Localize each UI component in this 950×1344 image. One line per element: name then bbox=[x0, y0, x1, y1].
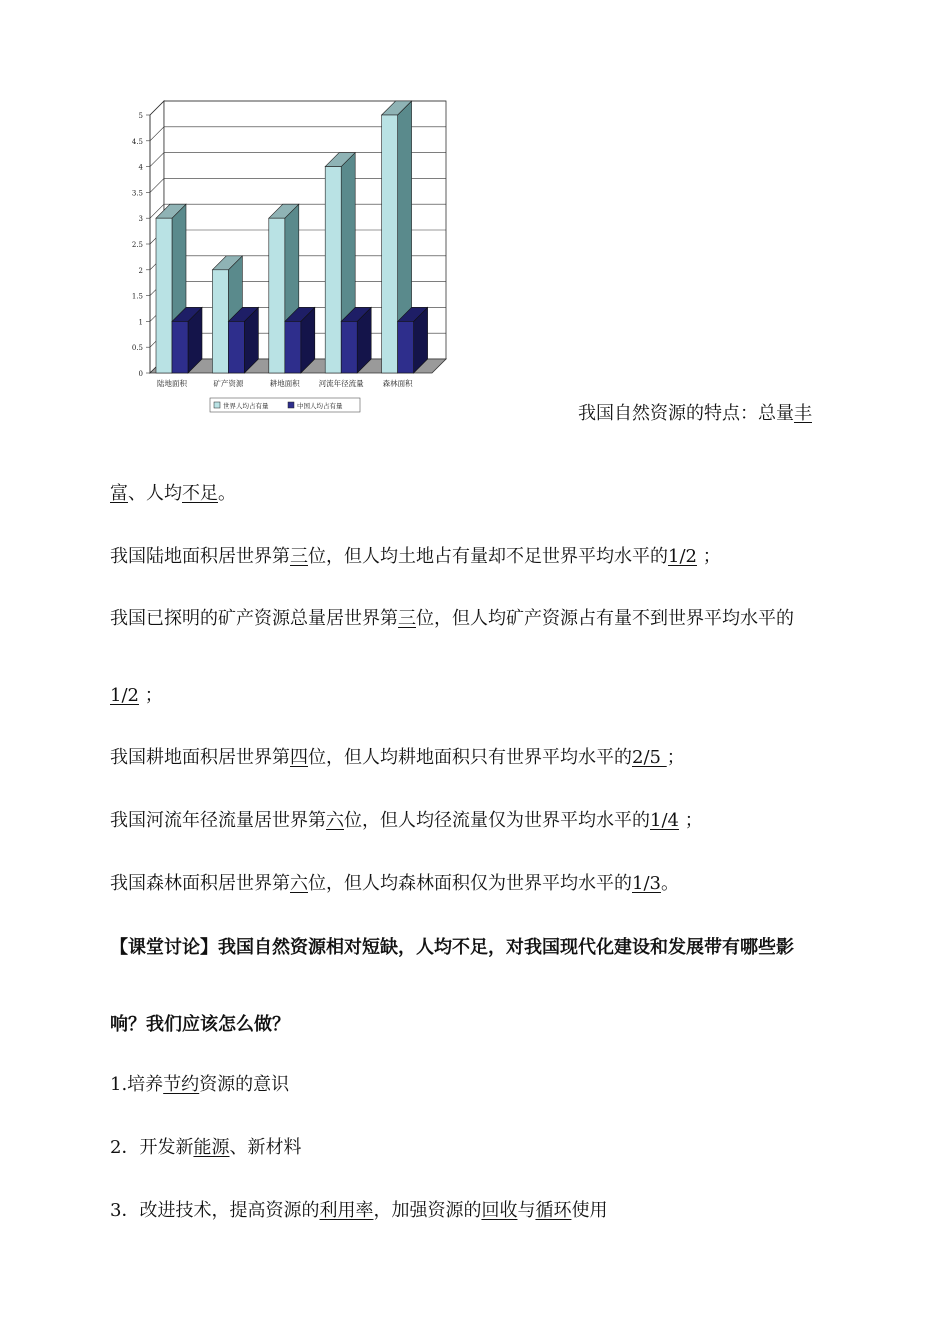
legend-label: 中国人均占有量 bbox=[297, 402, 343, 410]
bar-china-per-capita bbox=[341, 321, 357, 373]
x-category-label: 森林面积 bbox=[382, 379, 413, 388]
answer-blank: 利用率 bbox=[319, 1200, 374, 1221]
discussion-heading: 【课堂讨论】我国自然资源相对短缺，人均不足，对我国现代化建设和发展带有哪些影 bbox=[110, 937, 794, 958]
x-category-label: 河流年径流量 bbox=[318, 379, 364, 388]
y-tick-label: 3 bbox=[138, 215, 143, 224]
answer-item-3: 3．改进技术，提高资源的利用率，加强资源的回收与循环使用 bbox=[110, 1200, 608, 1221]
y-tick-label: 3.5 bbox=[131, 189, 143, 198]
y-tick-label: 1 bbox=[138, 318, 143, 327]
answer-blank: 富 bbox=[110, 483, 128, 504]
forest-line: 我国森林面积居世界第六位，但人均森林面积仅为世界平均水平的1/3。 bbox=[110, 873, 679, 894]
bar-world-per-capita bbox=[212, 270, 228, 373]
y-tick-label: 4.5 bbox=[131, 137, 143, 146]
y-tick-label: 0.5 bbox=[131, 344, 143, 353]
answer-blank: 三 bbox=[398, 608, 416, 629]
mineral-line: 我国已探明的矿产资源总量居世界第三位，但人均矿产资源占有量不到世界平均水平的 bbox=[110, 608, 794, 629]
y-tick-label: 1.5 bbox=[131, 292, 143, 301]
answer-blank: 1/4 bbox=[650, 810, 679, 831]
answer-blank: 1/2 bbox=[668, 546, 697, 567]
answer-blank: 不足 bbox=[182, 483, 218, 504]
bar-china-per-capita bbox=[228, 321, 244, 373]
answer-blank: 循环 bbox=[535, 1200, 572, 1221]
answer-blank: 四 bbox=[290, 747, 308, 768]
answer-blank: 能源 bbox=[193, 1137, 230, 1158]
resource-bar-chart bbox=[130, 95, 460, 425]
discussion-heading-2: 响？我们应该怎么做？ bbox=[110, 1014, 290, 1035]
bar-world-per-capita bbox=[269, 218, 285, 373]
y-tick-label: 2.5 bbox=[131, 241, 143, 249]
y-tick-label: 5 bbox=[138, 112, 143, 120]
legend-label: 世界人均占有量 bbox=[223, 402, 269, 410]
answer-item-1: 1.培养节约资源的意识 bbox=[110, 1074, 290, 1095]
bar-china-per-capita bbox=[285, 321, 301, 373]
legend-swatch bbox=[214, 402, 220, 408]
bar-world-per-capita bbox=[382, 115, 398, 373]
y-tick-label: 4 bbox=[138, 163, 143, 172]
x-category-label: 陆地面积 bbox=[157, 379, 187, 388]
y-tick-label: 0 bbox=[138, 370, 143, 378]
answer-blank: 丰 bbox=[794, 403, 812, 424]
x-category-label: 耕地面积 bbox=[269, 379, 300, 388]
bar-world-per-capita bbox=[156, 218, 172, 373]
answer-blank: 1/2 bbox=[110, 685, 139, 706]
answer-blank: 2/5 bbox=[632, 747, 667, 768]
legend-swatch bbox=[288, 402, 294, 408]
answer-item-2: 2．开发新能源、新材料 bbox=[110, 1137, 302, 1158]
answer-blank: 六 bbox=[290, 873, 308, 894]
bar-china-per-capita bbox=[398, 321, 414, 373]
resource-feature-line: 我国自然资源的特点：总量丰 bbox=[578, 403, 812, 424]
mineral-line-2: 1/2 ； bbox=[110, 685, 163, 706]
answer-blank: 1/3 bbox=[632, 873, 661, 894]
y-tick-label: 2 bbox=[138, 266, 143, 275]
resource-feature-line-2: 富、人均不足。 bbox=[110, 483, 236, 504]
farmland-line: 我国耕地面积居世界第四位，但人均耕地面积只有世界平均水平的2/5 ； bbox=[110, 747, 685, 768]
river-line: 我国河流年径流量居世界第六位，但人均径流量仅为世界平均水平的1/4 ； bbox=[110, 810, 703, 831]
answer-blank: 节约 bbox=[163, 1074, 200, 1095]
answer-blank: 三 bbox=[290, 546, 308, 567]
answer-blank: 六 bbox=[326, 810, 344, 831]
bar-world-per-capita bbox=[325, 167, 341, 373]
x-category-label: 矿产资源 bbox=[213, 379, 244, 388]
answer-blank: 回收 bbox=[481, 1200, 518, 1221]
bar-china-per-capita bbox=[172, 321, 188, 373]
land-area-line: 我国陆地面积居世界第三位，但人均土地占有量却不足世界平均水平的1/2 ； bbox=[110, 546, 721, 567]
